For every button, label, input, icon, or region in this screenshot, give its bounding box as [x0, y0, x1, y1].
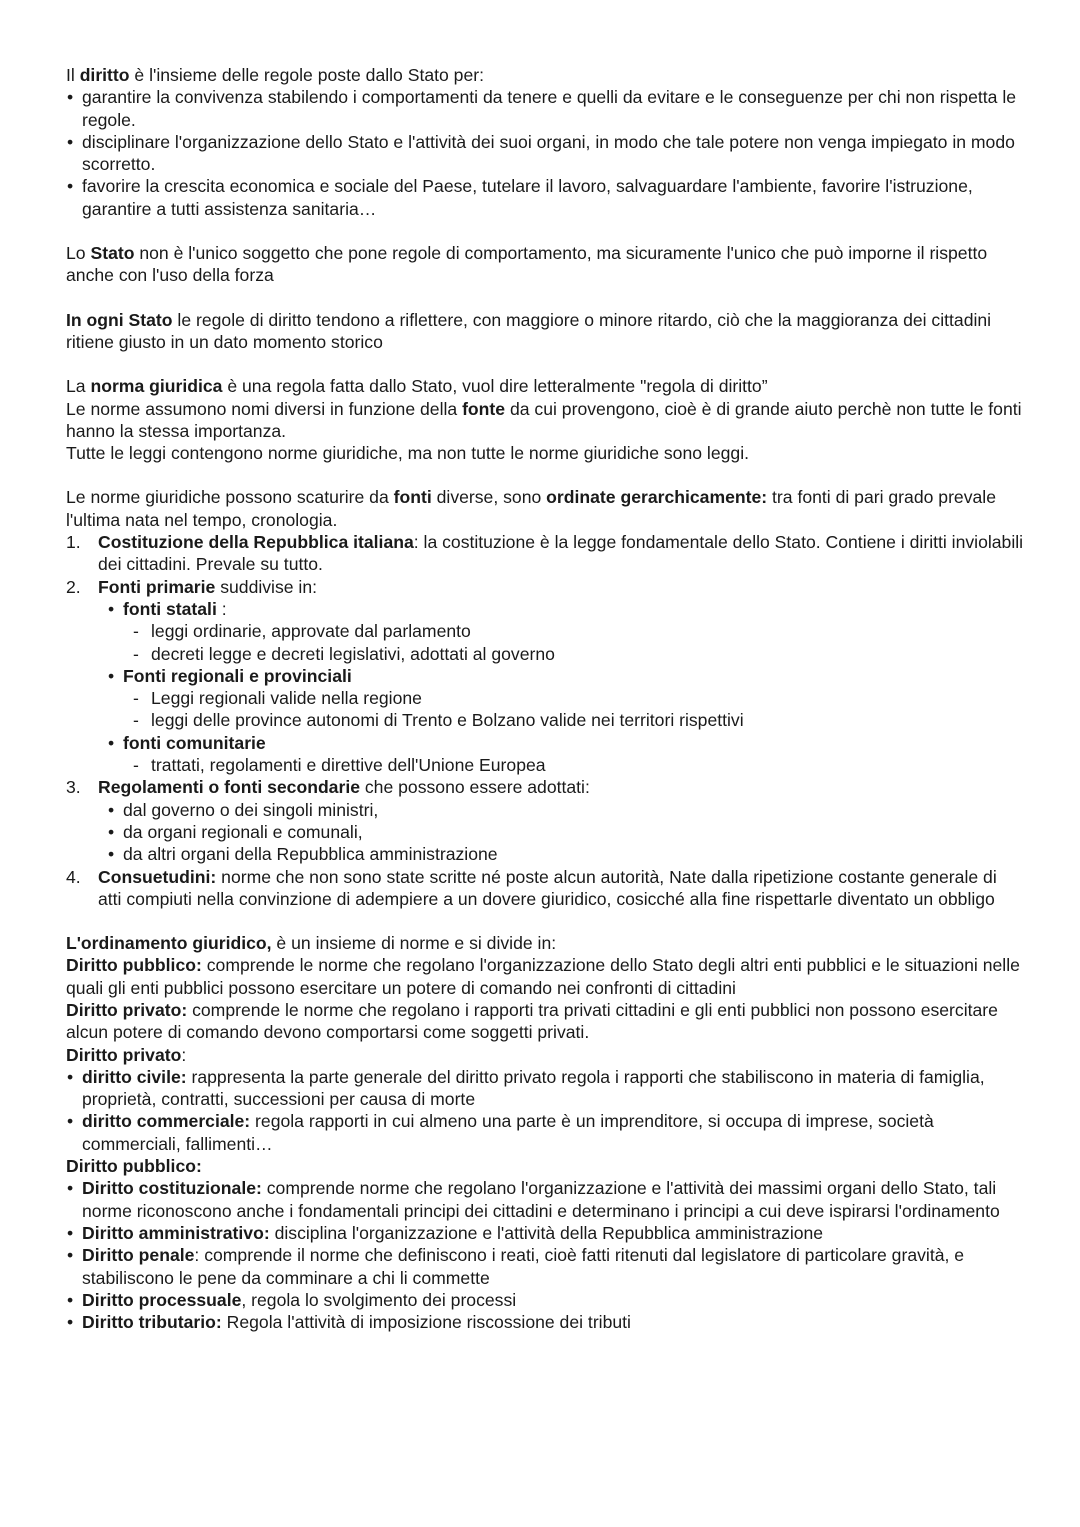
- list-item: • garantire la convivenza stabilendo i comportamenti da tenere e quelli da evitare e le conseguenze per chi non rispetta le regole.: [66, 86, 1024, 131]
- list-item: • diritto commerciale: regola rapporti in cui almeno una parte è un imprenditore, si occupa di imprese, società commerciali, fallimenti…: [66, 1110, 1024, 1155]
- diritto-purposes-list: [66, 86, 1024, 220]
- list-item: • Diritto amministrativo: disciplina l'organizzazione e l'attività della Repubblica amministrazione: [66, 1222, 1024, 1244]
- diritto-privato-def: Diritto privato: comprende le norme che regolano i rapporti tra privati cittadini e gli enti pubblici non possono esercitare alcun potere di comando devono comportarsi come soggetti privati.: [66, 999, 998, 1043]
- diritto-privato-list: [66, 1066, 1024, 1155]
- fonti-regionali: • Fonti regionali e provinciali - Leggi regionali valide nella regione - leggi delle province autonomi di Trento e Bolzano valide nei territori rispettivi: [108, 665, 1024, 732]
- ordinamento-intro: L'ordinamento giuridico, è un insieme di norme e si divide in:: [66, 933, 557, 954]
- norma-line-2: Le norme assumono nomi diversi in funzione della fonte da cui provengono, cioè è di grande aiuto perchè non tutte le fonti hanno la stessa importanza.: [66, 398, 1022, 441]
- list-item: • favorire la crescita economica e sociale del Paese, tutelare il lavoro, salvaguardare l'ambiente, favorire l'istruzione, garantire a tutti assistenza sanitaria…: [66, 175, 1024, 220]
- list-item: • da organi regionali e comunali,: [108, 821, 1024, 843]
- fonti-intro: Le norme giuridiche possono scaturire da fonti diverse, sono ordinate gerarchicamente: tra fonti di pari grado prevale l'ultima nata nel tempo, cronologia.: [66, 487, 996, 530]
- diritto-pubblico-heading: Diritto pubblico:: [66, 1156, 202, 1177]
- diritto-privato-heading: Diritto privato:: [66, 1044, 187, 1065]
- list-item: • dal governo o dei singoli ministri,: [108, 799, 1024, 821]
- fonti-primarie-sublist: [98, 598, 1024, 776]
- fonti-hierarchy-list: [66, 531, 1024, 910]
- diritto-pubblico-list: [66, 1177, 1024, 1333]
- fonti-statali: • fonti statali : - leggi ordinarie, approvate dal parlamento - decreti legge e decreti legislativi, adottati al governo: [108, 598, 1024, 665]
- list-item: - trattati, regolamenti e direttive dell'Unione Europea: [133, 754, 1024, 776]
- diritto-intro: Il diritto è l'insieme delle regole poste dallo Stato per:: [66, 65, 485, 85]
- list-item: - leggi ordinarie, approvate dal parlamento: [133, 620, 1024, 642]
- list-item: • Diritto processuale, regola lo svolgimento dei processi: [66, 1289, 1024, 1311]
- list-item: - decreti legge e decreti legislativi, adottati al governo: [133, 643, 1024, 665]
- list-item: • disciplinare l'organizzazione dello Stato e l'attività dei suoi organi, in modo che tale potere non venga impiegato in modo scorretto.: [66, 131, 1024, 176]
- list-item: - leggi delle province autonomi di Trento e Bolzano valide nei territori rispettivi: [133, 709, 1024, 731]
- fonte-primarie: 2. Fonti primarie suddivise in: • fonti statali : - leggi ordinarie, approvate dal parlamento - decreti legge e decreti legislativi, adottati al governo • Fonti regionali e provinciali - Leggi regionali valide nella regione - leggi delle province autonomi di Trento e Bolzano valide nei territori rispettivi • fonti comunitarie - trattati, regolamenti e direttive dell'Unione Europea: [66, 576, 1024, 777]
- fonte-consuetudini: 4. Consuetudini: norme che non sono state scritte né poste alcun autorità, Nate dalla ripetizione costante generale di atti compiuti nella convinzione di adempiere a un dovere giuridico, cosicché alla fine rispettarle diventato un obbligo: [66, 866, 997, 909]
- fonti-comunitarie: • fonti comunitarie - trattati, regolamenti e direttive dell'Unione Europea: [108, 732, 1024, 777]
- list-item: • Diritto penale: comprende il norme che definiscono i reati, cioè fatti ritenuti dal legislatore di particolare gravità, e stabiliscono le pene da comminare a chi li commette: [66, 1244, 1024, 1289]
- norma-line-1: La norma giuridica è una regola fatta dallo Stato, vuol dire letteralmente "regola di diritto”: [66, 376, 768, 397]
- list-item: • Diritto tributario: Regola l'attività di imposizione riscossione dei tributi: [66, 1311, 1024, 1333]
- list-item: • da altri organi della Repubblica amministrazione: [108, 843, 1024, 865]
- ogni-stato-paragraph: In ogni Stato le regole di diritto tendono a riflettere, con maggiore o minore ritardo, ciò che la maggioranza dei cittadini ritiene giusto in un dato momento storico: [66, 309, 992, 352]
- norma-line-3: Tutte le leggi contengono norme giuridiche, ma non tutte le norme giuridiche sono leggi.: [66, 443, 749, 464]
- list-item: • Diritto costituzionale: comprende norme che regolano l'organizzazione e l'attività dei massimi organi dello Stato, tali norme riconoscono anche i fondamentali principi dei cittadini e determinano i principi a cui deve ispirarsi l'ordinamento: [66, 1177, 1024, 1222]
- list-item: • diritto civile: rappresenta la parte generale del diritto privato regola i rapporti che stabiliscono in materia di famiglia, proprietà, contratti, successioni per causa di morte: [66, 1066, 1024, 1111]
- stato-paragraph: Lo Stato non è l'unico soggetto che pone regole di comportamento, ma sicuramente l'unico che può imporne il rispetto anche con l'uso della forza: [66, 243, 988, 286]
- fonte-costituzione: 1. Costituzione della Repubblica italiana: la costituzione è la legge fondamentale dello Stato. Contiene i diritti inviolabili dei cittadini. Prevale su tutto.: [66, 532, 1024, 575]
- list-item: - Leggi regionali valide nella regione: [133, 687, 1024, 709]
- diritto-pubblico-def: Diritto pubblico: comprende le norme che regolano l'organizzazione dello Stato degli altri enti pubblici e le situazioni nelle quali gli enti pubblici possono esercitare un potere di comando nei confronti di cittadini: [66, 955, 1020, 998]
- fonte-secondarie: 3. Regolamenti o fonti secondarie che possono essere adottati: • dal governo o dei singoli ministri, • da organi regionali e comunali, • da altri organi della Repubblica amministrazione: [66, 776, 1024, 865]
